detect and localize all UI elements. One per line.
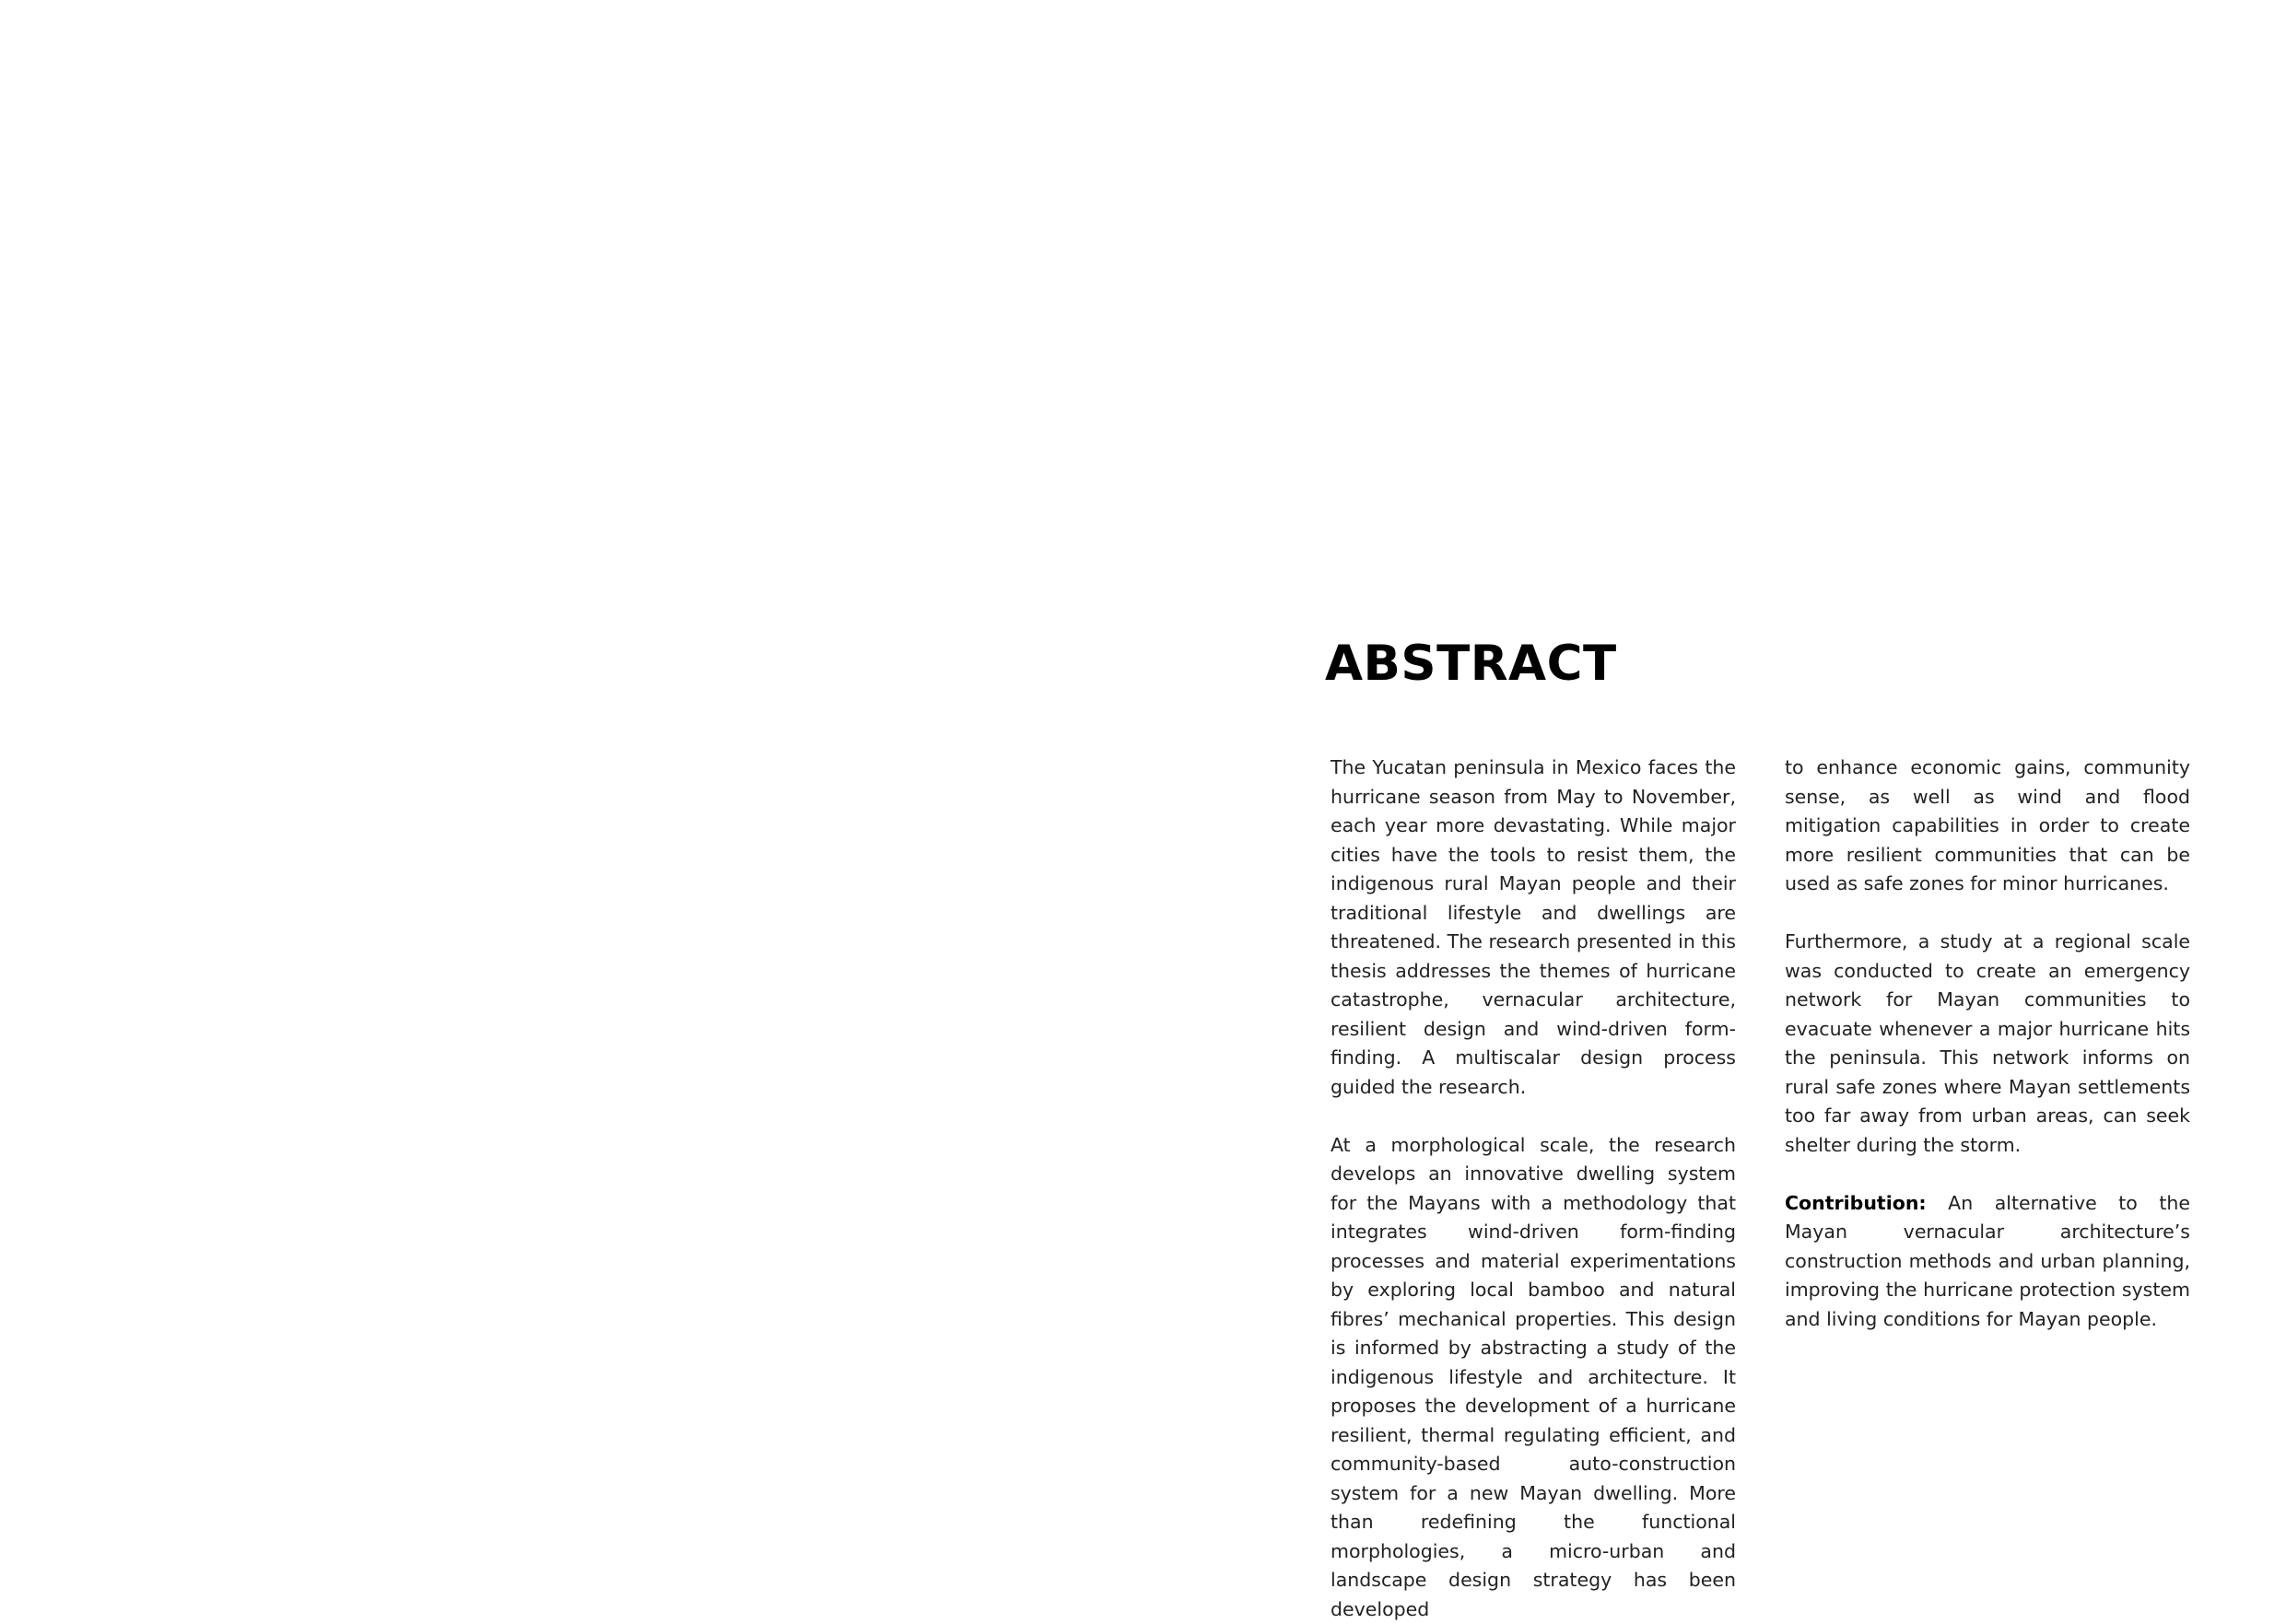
abstract-right-column xyxy=(1785,754,2190,1334)
abstract-left-column xyxy=(1331,754,1736,1624)
abstract-paragraph-4: Furthermore, a study at a regional scale was conducted to create an emergency network for Mayan communities to evacuate whenever a major hurricane hits the peninsula. This network informs on rural safe zones where Mayan settlements too far away from urban areas, can seek shelter during the storm. xyxy=(1785,928,2190,1160)
contribution-label: Contribution: xyxy=(1785,1192,1927,1214)
abstract-paragraph-1: The Yucatan peninsula in Mexico faces the hurricane season from May to November, each year more devastating. While major cities have the tools to resist them, the indigenous rural Mayan people and their traditional lifestyle and dwellings are threatened. The research presented in this thesis addresses the themes of hurricane catastrophe, vernacular architecture, resilient design and wind-driven form-finding. A multiscalar design process guided the research. xyxy=(1331,754,1736,1102)
abstract-paragraph-2: At a morphological scale, the research develops an innovative dwelling system for the Mayans with a methodology that integrates wind-driven form-finding processes and material experimentations by exploring local bamboo and natural fibres’ mechanical properties. This design is informed by abstracting a study of the indigenous lifestyle and architecture. It proposes the development of a hurricane resilient, thermal regulating efficient, and community-based auto-construction system for a new Mayan dwelling. More than redefining the functional morphologies, a micro-urban and landscape design strategy has been developed xyxy=(1331,1131,1736,1624)
contribution-paragraph xyxy=(1785,1189,2190,1335)
contribution-text: An alternative to the Mayan vernacular architecture’s construction methods and urban planning, improving the hurricane protection system and living conditions for Mayan people. xyxy=(1785,1192,2190,1330)
abstract-paragraph-3: to enhance economic gains, community sense, as well as wind and flood mitigation capabilities in order to create more resilient communities that can be used as safe zones for minor hurricanes. xyxy=(1785,754,2190,899)
abstract-heading: ABSTRACT xyxy=(1325,636,1617,692)
